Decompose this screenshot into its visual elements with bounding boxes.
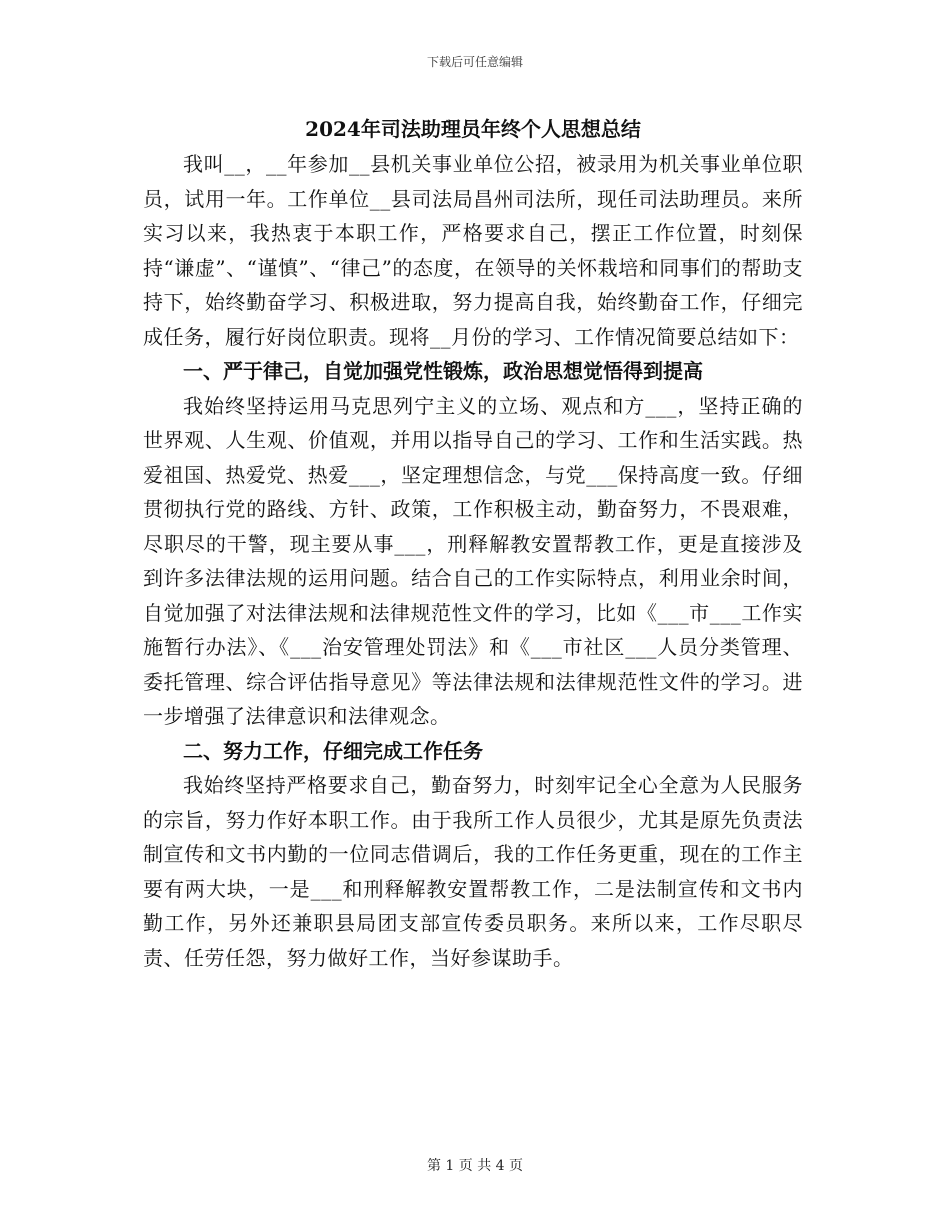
document-title: 2024年司法助理员年终个人思想总结: [305, 117, 641, 141]
page-footer: 第 1 页 共 4 页: [426, 1158, 524, 1174]
intro-paragraph: 我叫__，__年参加__县机关事业单位公招，被录用为机关事业单位职员，试用一年。工作单位__县司法局昌州司法所，现任司法助理员。来所实习以来，我热衷于本职工作，严格要求自己，摆正工作位置，时刻保持“谦虚”、“谨慎”、“律己”的态度，在领导的关怀栽培和同事们的帮助支持下，始终勤奋学习、积极进取，努力提高自我，始终勤奋工作，仔细完成任务，履行好岗位职责。现将__月份的学习、工作情况简要总结如下：: [143, 152, 803, 349]
section-2-heading: 二、努力工作，仔细完成工作任务: [183, 738, 483, 763]
header-note: 下载后可任意编辑: [426, 55, 523, 69]
document-body: [143, 112, 803, 975]
section-2-paragraph: 我始终坚持严格要求自己，勤奋努力，时刻牢记全心全意为人民服务的宗旨，努力作好本职工作。由于我所工作人员很少，尤其是原先负责法制宣传和文书内勤的一位同志借调后，我的工作任务更重，现在的工作主要有两大块，一是___和刑释解教安置帮教工作，二是法制宣传和文书内勤工作，另外还兼职县局团支部宣传委员职务。来所以来，工作尽职尽责、任劳任怨，努力做好工作，当好参谋助手。: [143, 773, 803, 970]
section-1-paragraph: 我始终坚持运用马克思列宁主义的立场、观点和方___，坚持正确的世界观、人生观、价值观，并用以指导自己的学习、工作和生活实践。热爱祖国、热爱党、热爱___，坚定理想信念，与党___保持高度一致。仔细贯彻执行党的路线、方针、政策，工作积极主动，勤奋努力，不畏艰难，尽职尽的干警，现主要从事___，刑释解教安置帮教工作，更是直接涉及到许多法律法规的运用问题。结合自己的工作实际特点，利用业余时间，自觉加强了对法律法规和法律规范性文件的学习，比如《___市___工作实施暂行办法》、《___治安管理处罚法》和《___市社区___人员分类管理、委托管理、综合评估指导意见》等法律法规和法律规范性文件的学习。进一步增强了法律意识和法律观念。: [143, 393, 803, 728]
section-1-heading: 一、严于律己，自觉加强党性锻炼，政治思想觉悟得到提高: [183, 359, 703, 383]
